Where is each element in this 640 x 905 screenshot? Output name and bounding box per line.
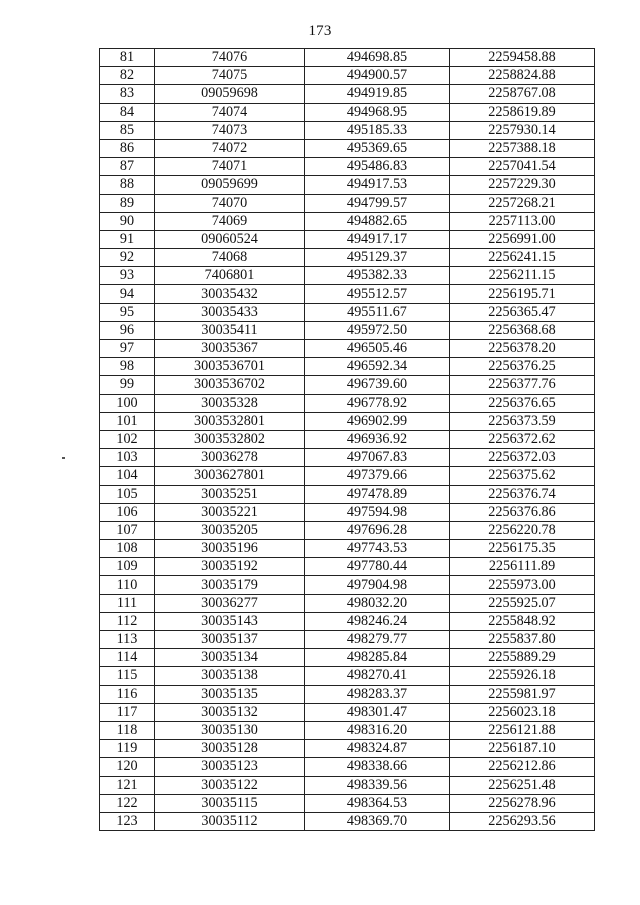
- y-coordinate-cell: 2256023.18: [450, 703, 595, 721]
- point-id-cell: 30035432: [155, 285, 305, 303]
- table-row: [100, 85, 595, 103]
- x-coordinate-cell: 497379.66: [305, 467, 450, 485]
- point-number-cell: 108: [100, 540, 155, 558]
- y-coordinate-cell: 2255981.97: [450, 685, 595, 703]
- point-number-cell: 114: [100, 649, 155, 667]
- table-row: [100, 358, 595, 376]
- point-number-cell: 95: [100, 303, 155, 321]
- coordinates-table: [99, 48, 595, 831]
- table-row: [100, 449, 595, 467]
- point-id-cell: 09059698: [155, 85, 305, 103]
- x-coordinate-cell: 496592.34: [305, 358, 450, 376]
- point-number-cell: 99: [100, 376, 155, 394]
- table-row: [100, 303, 595, 321]
- x-coordinate-cell: 495382.33: [305, 267, 450, 285]
- table-row: [100, 121, 595, 139]
- point-id-cell: 30035221: [155, 503, 305, 521]
- point-id-cell: 30035132: [155, 703, 305, 721]
- table-row: [100, 558, 595, 576]
- table-row: [100, 267, 595, 285]
- x-coordinate-cell: 496902.99: [305, 412, 450, 430]
- point-id-cell: 09059699: [155, 176, 305, 194]
- table-row: [100, 631, 595, 649]
- point-id-cell: 30035143: [155, 612, 305, 630]
- point-id-cell: 30035137: [155, 631, 305, 649]
- y-coordinate-cell: 2256111.89: [450, 558, 595, 576]
- point-id-cell: 30035112: [155, 812, 305, 830]
- y-coordinate-cell: 2256376.74: [450, 485, 595, 503]
- table-row: [100, 376, 595, 394]
- point-number-cell: 85: [100, 121, 155, 139]
- point-number-cell: 90: [100, 212, 155, 230]
- point-id-cell: 74076: [155, 49, 305, 67]
- point-id-cell: 3003627801: [155, 467, 305, 485]
- x-coordinate-cell: 495511.67: [305, 303, 450, 321]
- point-number-cell: 118: [100, 721, 155, 739]
- y-coordinate-cell: 2256376.25: [450, 358, 595, 376]
- table-row: [100, 67, 595, 85]
- x-coordinate-cell: 497743.53: [305, 540, 450, 558]
- point-id-cell: 30035367: [155, 340, 305, 358]
- y-coordinate-cell: 2257113.00: [450, 212, 595, 230]
- x-coordinate-cell: 497067.83: [305, 449, 450, 467]
- x-coordinate-cell: 497594.98: [305, 503, 450, 521]
- x-coordinate-cell: 498364.53: [305, 794, 450, 812]
- x-coordinate-cell: 496936.92: [305, 430, 450, 448]
- point-number-cell: 105: [100, 485, 155, 503]
- table-row: [100, 740, 595, 758]
- point-id-cell: 30035128: [155, 740, 305, 758]
- y-coordinate-cell: 2255889.29: [450, 649, 595, 667]
- point-id-cell: 30035196: [155, 540, 305, 558]
- point-id-cell: 09060524: [155, 230, 305, 248]
- point-id-cell: 3003532802: [155, 430, 305, 448]
- point-id-cell: 30035123: [155, 758, 305, 776]
- table-row: [100, 430, 595, 448]
- y-coordinate-cell: 2256293.56: [450, 812, 595, 830]
- point-id-cell: 30035411: [155, 321, 305, 339]
- y-coordinate-cell: 2257930.14: [450, 121, 595, 139]
- table-row: [100, 467, 595, 485]
- point-id-cell: 7406801: [155, 267, 305, 285]
- y-coordinate-cell: 2257229.30: [450, 176, 595, 194]
- point-id-cell: 74072: [155, 139, 305, 157]
- y-coordinate-cell: 2255973.00: [450, 576, 595, 594]
- y-coordinate-cell: 2256372.03: [450, 449, 595, 467]
- table-row: [100, 594, 595, 612]
- x-coordinate-cell: 496505.46: [305, 340, 450, 358]
- x-coordinate-cell: 495129.37: [305, 249, 450, 267]
- y-coordinate-cell: 2256365.47: [450, 303, 595, 321]
- y-coordinate-cell: 2256376.65: [450, 394, 595, 412]
- point-number-cell: 89: [100, 194, 155, 212]
- point-number-cell: 93: [100, 267, 155, 285]
- table-row: [100, 212, 595, 230]
- point-id-cell: 74074: [155, 103, 305, 121]
- y-coordinate-cell: 2256373.59: [450, 412, 595, 430]
- point-id-cell: 30035328: [155, 394, 305, 412]
- x-coordinate-cell: 497478.89: [305, 485, 450, 503]
- y-coordinate-cell: 2255837.80: [450, 631, 595, 649]
- point-number-cell: 107: [100, 521, 155, 539]
- point-number-cell: 102: [100, 430, 155, 448]
- table-row: [100, 540, 595, 558]
- point-number-cell: 117: [100, 703, 155, 721]
- x-coordinate-cell: 498339.56: [305, 776, 450, 794]
- x-coordinate-cell: 495512.57: [305, 285, 450, 303]
- y-coordinate-cell: 2256372.62: [450, 430, 595, 448]
- x-coordinate-cell: 498285.84: [305, 649, 450, 667]
- x-coordinate-cell: 497780.44: [305, 558, 450, 576]
- point-number-cell: 109: [100, 558, 155, 576]
- y-coordinate-cell: 2256378.20: [450, 340, 595, 358]
- point-number-cell: 113: [100, 631, 155, 649]
- point-id-cell: 3003536701: [155, 358, 305, 376]
- point-number-cell: 98: [100, 358, 155, 376]
- point-number-cell: 123: [100, 812, 155, 830]
- table-row: [100, 103, 595, 121]
- point-number-cell: 86: [100, 139, 155, 157]
- point-id-cell: 3003532801: [155, 412, 305, 430]
- point-number-cell: 104: [100, 467, 155, 485]
- table-row: [100, 649, 595, 667]
- table-row: [100, 285, 595, 303]
- table-row: [100, 503, 595, 521]
- point-number-cell: 100: [100, 394, 155, 412]
- x-coordinate-cell: 498246.24: [305, 612, 450, 630]
- point-number-cell: 81: [100, 49, 155, 67]
- y-coordinate-cell: 2256211.15: [450, 267, 595, 285]
- table-row: [100, 394, 595, 412]
- x-coordinate-cell: 495185.33: [305, 121, 450, 139]
- x-coordinate-cell: 494968.95: [305, 103, 450, 121]
- table-row: [100, 412, 595, 430]
- point-number-cell: 92: [100, 249, 155, 267]
- point-id-cell: 74073: [155, 121, 305, 139]
- point-number-cell: 97: [100, 340, 155, 358]
- x-coordinate-cell: 498369.70: [305, 812, 450, 830]
- x-coordinate-cell: 497904.98: [305, 576, 450, 594]
- y-coordinate-cell: 2258619.89: [450, 103, 595, 121]
- x-coordinate-cell: 494900.57: [305, 67, 450, 85]
- y-coordinate-cell: 2257388.18: [450, 139, 595, 157]
- table-row: [100, 230, 595, 248]
- point-id-cell: 30035122: [155, 776, 305, 794]
- table-row: [100, 158, 595, 176]
- y-coordinate-cell: 2257041.54: [450, 158, 595, 176]
- table-row: [100, 721, 595, 739]
- point-number-cell: 96: [100, 321, 155, 339]
- y-coordinate-cell: 2256377.76: [450, 376, 595, 394]
- x-coordinate-cell: 494917.53: [305, 176, 450, 194]
- coordinates-table-body: [100, 49, 595, 831]
- point-id-cell: 74071: [155, 158, 305, 176]
- y-coordinate-cell: 2258767.08: [450, 85, 595, 103]
- point-number-cell: 84: [100, 103, 155, 121]
- y-coordinate-cell: 2256195.71: [450, 285, 595, 303]
- point-id-cell: 30035134: [155, 649, 305, 667]
- point-number-cell: 88: [100, 176, 155, 194]
- point-number-cell: 122: [100, 794, 155, 812]
- point-number-cell: 112: [100, 612, 155, 630]
- table-row: [100, 685, 595, 703]
- y-coordinate-cell: 2256187.10: [450, 740, 595, 758]
- y-coordinate-cell: 2256991.00: [450, 230, 595, 248]
- table-row: [100, 758, 595, 776]
- y-coordinate-cell: 2256375.62: [450, 467, 595, 485]
- point-id-cell: 30035433: [155, 303, 305, 321]
- table-row: [100, 321, 595, 339]
- point-id-cell: 74069: [155, 212, 305, 230]
- point-number-cell: 94: [100, 285, 155, 303]
- point-id-cell: 30035205: [155, 521, 305, 539]
- table-row: [100, 485, 595, 503]
- point-id-cell: 3003536702: [155, 376, 305, 394]
- x-coordinate-cell: 494919.85: [305, 85, 450, 103]
- y-coordinate-cell: 2257268.21: [450, 194, 595, 212]
- point-number-cell: 101: [100, 412, 155, 430]
- point-id-cell: 30035115: [155, 794, 305, 812]
- x-coordinate-cell: 494799.57: [305, 194, 450, 212]
- point-id-cell: 30035130: [155, 721, 305, 739]
- point-number-cell: 83: [100, 85, 155, 103]
- x-coordinate-cell: 497696.28: [305, 521, 450, 539]
- y-coordinate-cell: 2259458.88: [450, 49, 595, 67]
- x-coordinate-cell: 494882.65: [305, 212, 450, 230]
- table-row: [100, 667, 595, 685]
- x-coordinate-cell: 498270.41: [305, 667, 450, 685]
- x-coordinate-cell: 498338.66: [305, 758, 450, 776]
- table-row: [100, 612, 595, 630]
- point-number-cell: 116: [100, 685, 155, 703]
- point-id-cell: 74068: [155, 249, 305, 267]
- point-id-cell: 30035138: [155, 667, 305, 685]
- point-number-cell: 121: [100, 776, 155, 794]
- table-row: [100, 703, 595, 721]
- table-row: [100, 794, 595, 812]
- y-coordinate-cell: 2258824.88: [450, 67, 595, 85]
- y-coordinate-cell: 2256175.35: [450, 540, 595, 558]
- y-coordinate-cell: 2256376.86: [450, 503, 595, 521]
- x-coordinate-cell: 495486.83: [305, 158, 450, 176]
- x-coordinate-cell: 494698.85: [305, 49, 450, 67]
- point-id-cell: 30035135: [155, 685, 305, 703]
- x-coordinate-cell: 495972.50: [305, 321, 450, 339]
- table-row: [100, 176, 595, 194]
- point-number-cell: 91: [100, 230, 155, 248]
- point-id-cell: 30035251: [155, 485, 305, 503]
- table-row: [100, 576, 595, 594]
- x-coordinate-cell: 498301.47: [305, 703, 450, 721]
- page-number: 173: [308, 23, 332, 39]
- point-id-cell: 30036277: [155, 594, 305, 612]
- point-number-cell: 111: [100, 594, 155, 612]
- point-id-cell: 30036278: [155, 449, 305, 467]
- table-row: [100, 521, 595, 539]
- table-row: [100, 812, 595, 830]
- x-coordinate-cell: 494917.17: [305, 230, 450, 248]
- table-row: [100, 49, 595, 67]
- point-id-cell: 74075: [155, 67, 305, 85]
- point-number-cell: 110: [100, 576, 155, 594]
- point-number-cell: 120: [100, 758, 155, 776]
- point-id-cell: 30035192: [155, 558, 305, 576]
- y-coordinate-cell: 2256278.96: [450, 794, 595, 812]
- table-row: [100, 194, 595, 212]
- x-coordinate-cell: 498283.37: [305, 685, 450, 703]
- margin-mark: [62, 457, 65, 459]
- point-number-cell: 103: [100, 449, 155, 467]
- x-coordinate-cell: 496739.60: [305, 376, 450, 394]
- y-coordinate-cell: 2256241.15: [450, 249, 595, 267]
- y-coordinate-cell: 2255925.07: [450, 594, 595, 612]
- table-row: [100, 776, 595, 794]
- y-coordinate-cell: 2256251.48: [450, 776, 595, 794]
- table-row: [100, 340, 595, 358]
- point-id-cell: 74070: [155, 194, 305, 212]
- point-number-cell: 106: [100, 503, 155, 521]
- point-number-cell: 115: [100, 667, 155, 685]
- point-id-cell: 30035179: [155, 576, 305, 594]
- x-coordinate-cell: 496778.92: [305, 394, 450, 412]
- y-coordinate-cell: 2255926.18: [450, 667, 595, 685]
- point-number-cell: 87: [100, 158, 155, 176]
- x-coordinate-cell: 498316.20: [305, 721, 450, 739]
- table-row: [100, 249, 595, 267]
- x-coordinate-cell: 498279.77: [305, 631, 450, 649]
- x-coordinate-cell: 498032.20: [305, 594, 450, 612]
- y-coordinate-cell: 2255848.92: [450, 612, 595, 630]
- point-number-cell: 82: [100, 67, 155, 85]
- x-coordinate-cell: 495369.65: [305, 139, 450, 157]
- point-number-cell: 119: [100, 740, 155, 758]
- y-coordinate-cell: 2256368.68: [450, 321, 595, 339]
- y-coordinate-cell: 2256220.78: [450, 521, 595, 539]
- y-coordinate-cell: 2256121.88: [450, 721, 595, 739]
- y-coordinate-cell: 2256212.86: [450, 758, 595, 776]
- table-row: [100, 139, 595, 157]
- x-coordinate-cell: 498324.87: [305, 740, 450, 758]
